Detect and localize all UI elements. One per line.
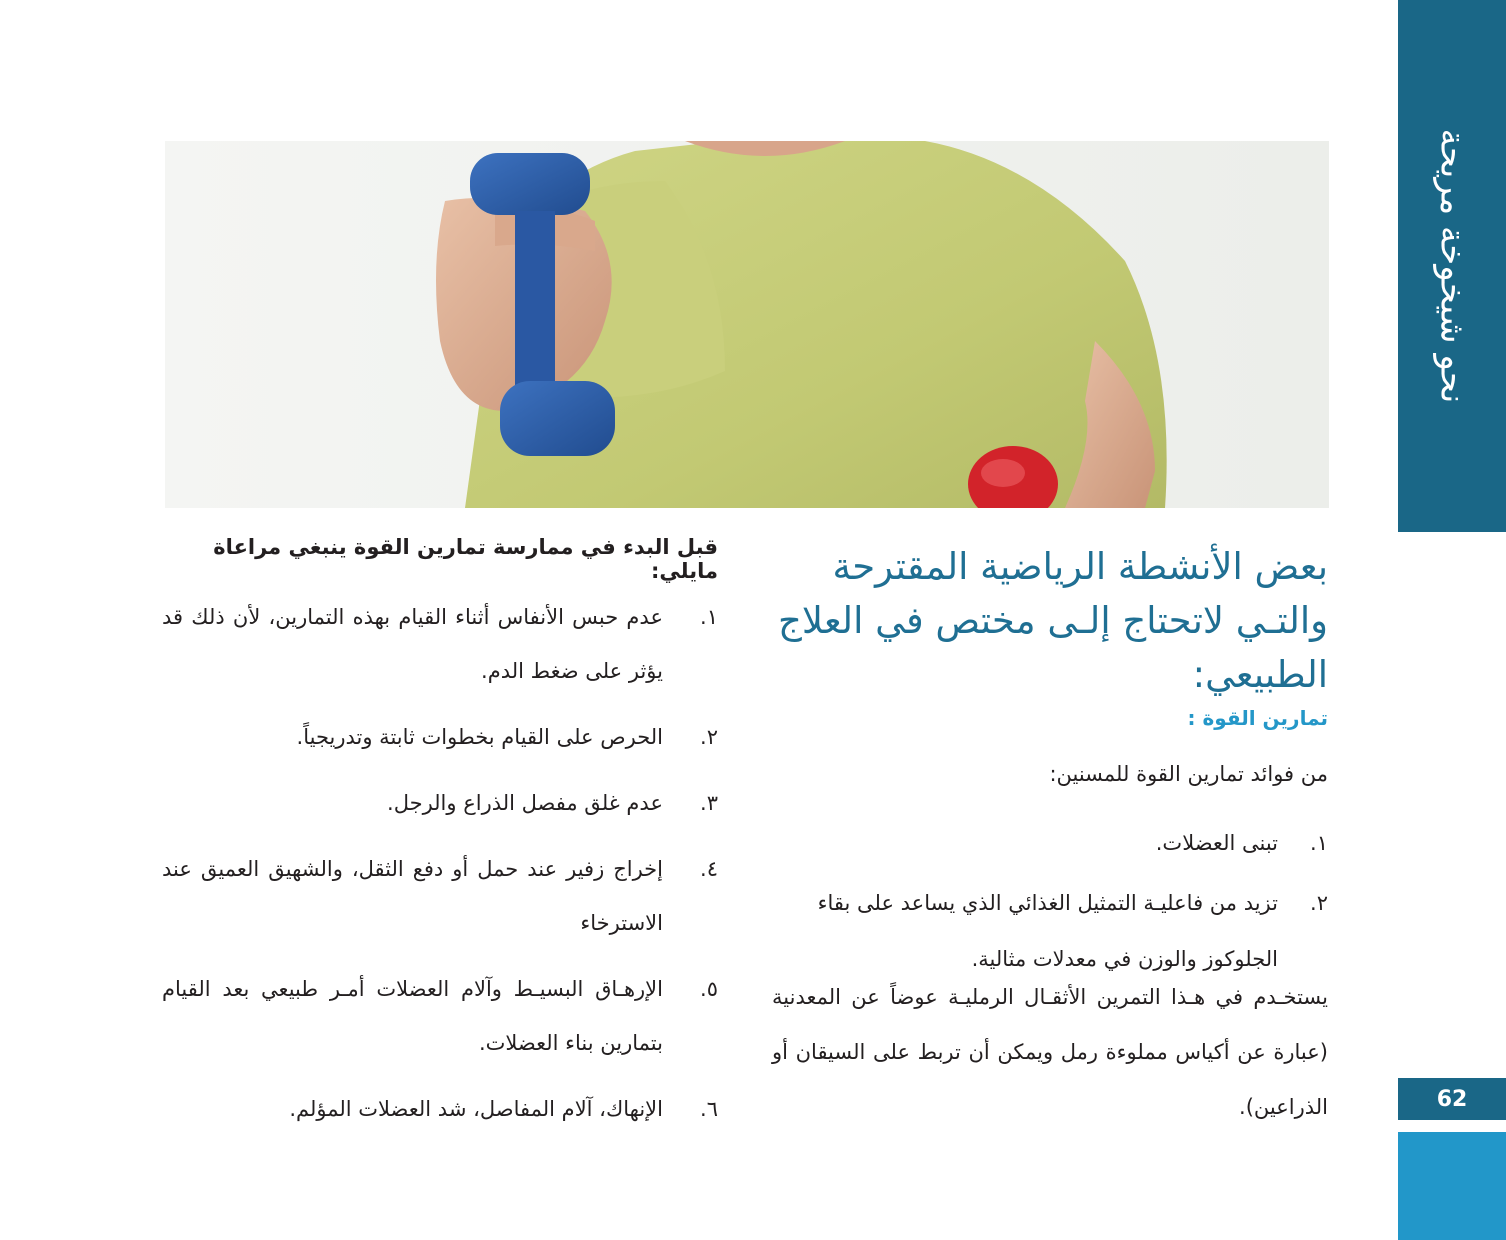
list-item [162, 590, 718, 698]
sidebar-title [1398, 0, 1506, 532]
section-heading: بعض الأنشطة الرياضية المقترحة والتـي لاتحتاج إلـى مختص في العلاج الطبيعي: [778, 545, 1328, 696]
list-item-number: ٦. [700, 1097, 718, 1121]
list-item-text: الإرهـاق البسيـط وآلام العضلات أمـر طبيعي بعد القيام بتمارين بناء العضلات. [162, 977, 663, 1055]
list-item-number: ١. [1310, 831, 1328, 855]
list-item-number: ٥. [700, 977, 718, 1001]
sidebar-bottom-band [1398, 1132, 1506, 1240]
list-item [162, 710, 718, 764]
precautions-heading: قبل البدء في ممارسة تمارين القوة ينبغي مراعاة مايلي: [213, 535, 718, 583]
list-item-number: ٢. [1310, 891, 1328, 915]
strength-exercises-subheading: تمارين القوة : [1187, 706, 1328, 730]
photo-illustration [165, 141, 1329, 508]
sand-weights-paragraph: يستخـدم في هـذا التمرين الأثقـال الرمليـة عوضاً عن المعدنية (عبارة عن أكياس مملوءة رمل ويمكن أن تربط على السيقان أو الذراعين). [772, 985, 1328, 1119]
list-item-text: إخراج زفير عند حمل أو دفع الثقل، والشهيق العميق عند الاسترخاء [162, 857, 663, 935]
list-item [772, 815, 1328, 871]
list-item-text: تزيد من فاعليـة التمثيل الغذائي الذي يساعد على بقاء الجلوكوز والوزن في معدلات مثالية. [817, 891, 1278, 971]
page-number: 62 [1398, 1078, 1506, 1120]
list-item-number: ٤. [700, 857, 718, 881]
list-item [162, 1082, 718, 1136]
list-item-text: عدم غلق مفصل الذراع والرجل. [387, 791, 663, 815]
list-item [162, 842, 718, 950]
list-item-text: عدم حبس الأنفاس أثناء القيام بهذه التمارين، لأن ذلك قد يؤثر على ضغط الدم. [162, 605, 663, 683]
list-item [162, 962, 718, 1070]
list-item-text: الإنهاك، آلام المفاصل، شد العضلات المؤلم. [289, 1097, 663, 1121]
benefits-intro: من فوائد تمارين القوة للمسنين: [1049, 762, 1328, 786]
list-item-number: ٣. [700, 791, 718, 815]
list-item-number: ٢. [700, 725, 718, 749]
list-item-text: تبنى العضلات. [1155, 831, 1278, 855]
list-item-text: الحرص على القيام بخطوات ثابتة وتدريجياً. [296, 725, 663, 749]
person-holding-dumbbells-image [165, 141, 1329, 508]
list-item [162, 776, 718, 830]
list-item-number: ١. [700, 605, 718, 629]
precautions-list [162, 590, 718, 1148]
sidebar-title-text: نحو شيخوخة مريحة [1432, 128, 1472, 404]
benefits-list [772, 815, 1328, 991]
